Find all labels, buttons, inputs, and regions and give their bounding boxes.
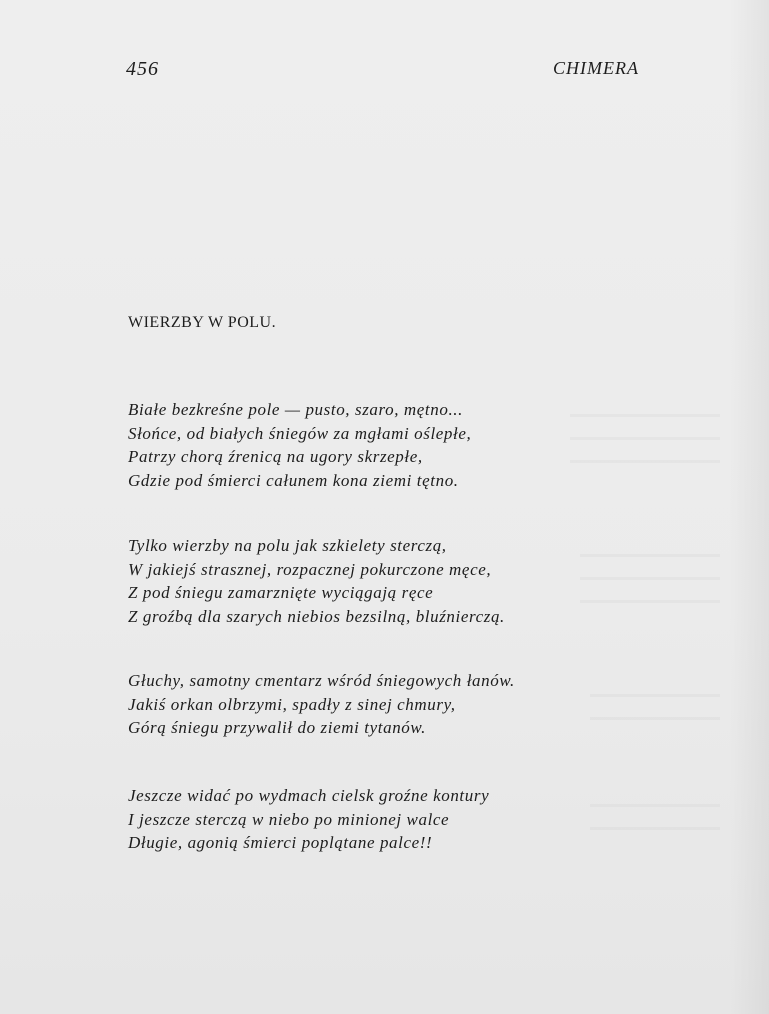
show-through-texture: [580, 540, 720, 620]
poem-line: Słońce, od białych śniegów za mgłami oślepłe,: [128, 423, 472, 443]
running-head: CHIMERA: [553, 58, 639, 78]
poem-line: Tylko wierzby na polu jak szkielety sterczą,: [128, 536, 447, 555]
poem-line: Białe bezkreśne pole — pusto, szaro, mętno...: [128, 400, 464, 419]
poem-line: Górą śniegu przywalił do ziemi tytanów.: [128, 718, 426, 737]
show-through-texture: [570, 400, 720, 480]
poem-line: Jeszcze widać po wydmach cielsk groźne kontury: [128, 786, 490, 805]
poem-line: Z pod śniegu zamarznięte wyciągają ręce: [128, 583, 434, 602]
stanza: [128, 398, 471, 492]
poem-line: Długie, agonią śmierci poplątane palce!!: [128, 833, 433, 852]
stanza: [128, 784, 489, 855]
stanza: [128, 534, 505, 628]
page-number: 456: [126, 58, 159, 80]
poem-line: Z groźbą dla szarych niebios bezsilną, bluźnierczą.: [128, 606, 505, 626]
page-edge-shadow: [729, 0, 769, 1014]
show-through-texture: [590, 790, 720, 850]
poem-title: WIERZBY W POLU.: [128, 314, 277, 331]
poem-line: W jakiejś strasznej, rozpacznej pokurczone męce,: [128, 559, 492, 579]
stanza: [128, 669, 515, 740]
poem-line: Patrzy chorą źrenicą na ugory skrzepłe,: [128, 447, 423, 466]
poem-line: Gdzie pod śmierci całunem kona ziemi tętno.: [128, 470, 459, 490]
show-through-texture: [590, 680, 720, 740]
poem-line: I jeszcze sterczą w niebo po minionej walce: [128, 809, 450, 829]
poem-line: Głuchy, samotny cmentarz wśród śniegowych łanów.: [128, 671, 515, 690]
poem-line: Jakiś orkan olbrzymi, spadły z sinej chmury,: [128, 694, 456, 714]
